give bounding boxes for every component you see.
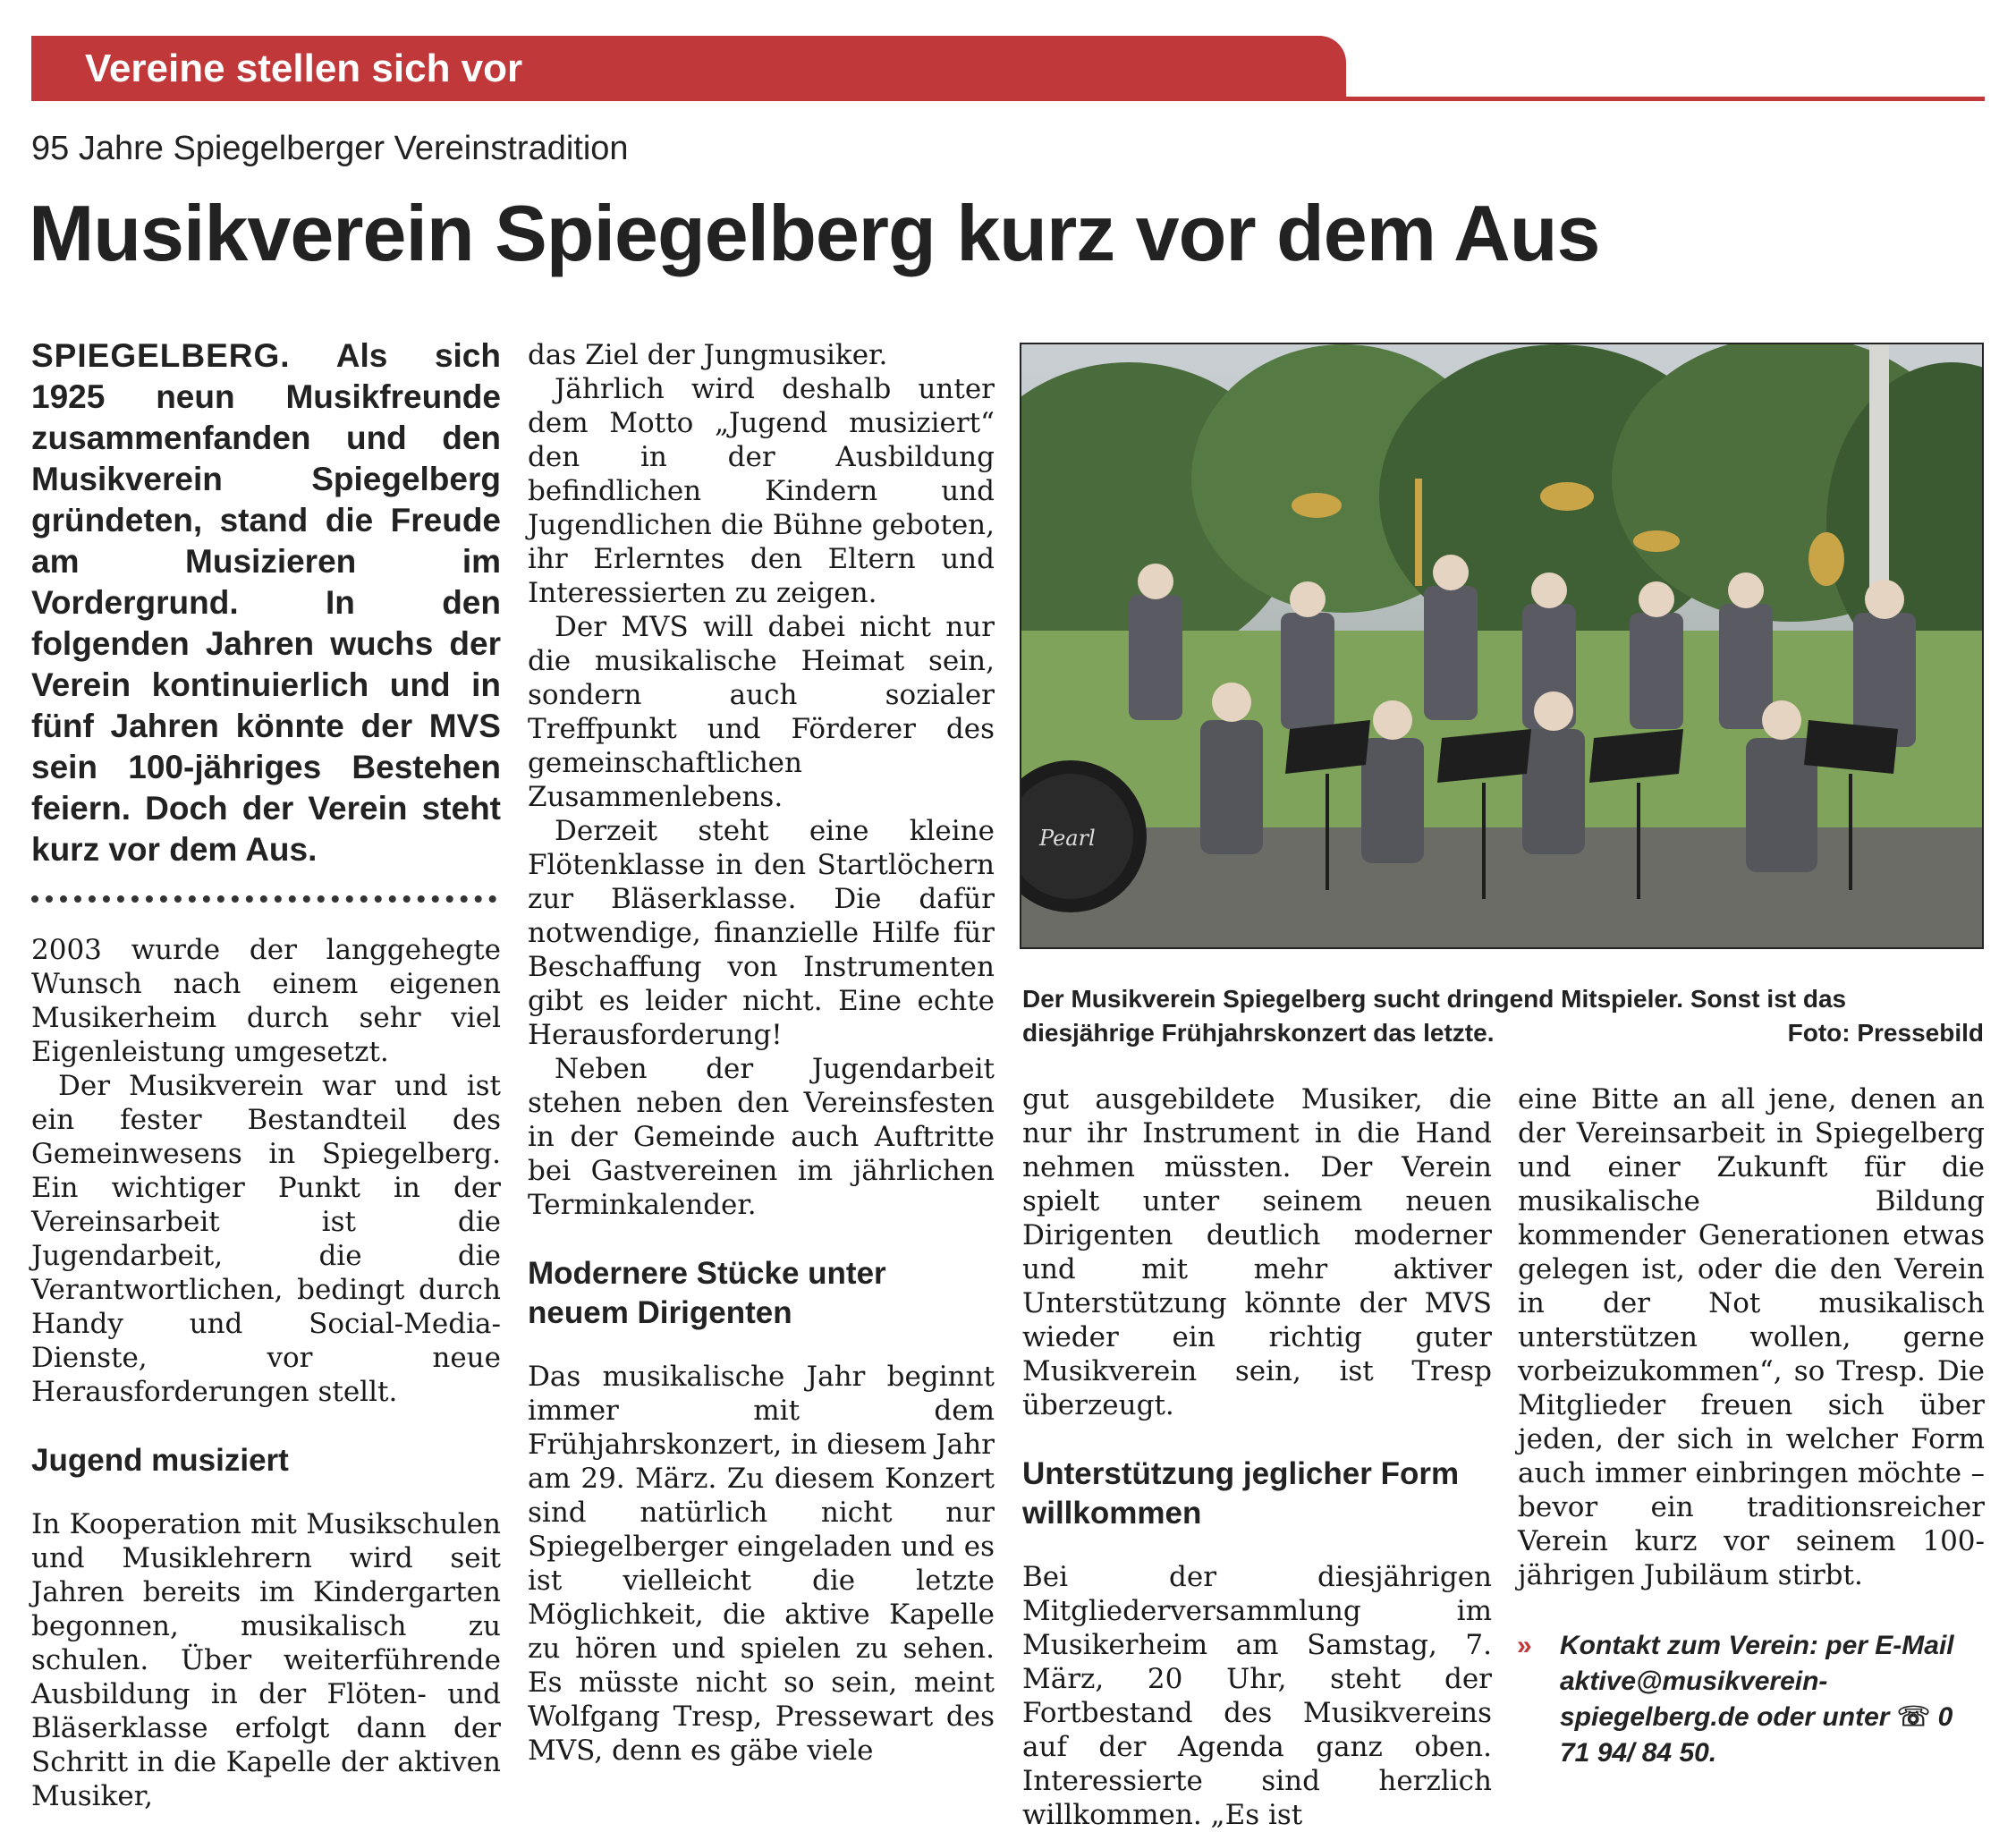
section-rule bbox=[31, 97, 1985, 101]
section-title: Vereine stellen sich vor bbox=[85, 47, 523, 90]
body-paragraph: gut ausgebildete Musiker, die nur ihr Instrument in die Hand nehmen müssten. Der Verein spielt unter seinem neuen Dirigenten deutlich moderner und mit mehr aktiver Unterstützung könnte der MVS wieder ein richtig guter Musikverein sein, ist Tresp überzeugt. bbox=[1022, 1083, 1492, 1421]
contact-box bbox=[1517, 1628, 1986, 1771]
body-paragraph: Jährlich wird deshalb unter dem Motto „Jugend musiziert“ den in der Ausbildung befindlichen Kindern und Jugendlichen die Bühne geboten, ihr Erlerntes den Eltern und Interessierten zu zeigen. bbox=[528, 373, 995, 609]
body-paragraph: 2003 wurde der langgehegte Wunsch nach einem eigenen Musikerheim durch sehr viel Eigenleistung umgesetzt. bbox=[31, 934, 501, 1068]
lead-text: Als sich 1925 neun Musikfreunde zusammenfanden und den Musikverein Spiegelberg gründeten, stand die Freude am Musizieren im Vordergrund. In den folgenden Jahren wuchs der Verein kontinuierlich und in fünf Jahren könnte der MVS sein 100-jähriges Bestehen feiern. Doch der Verein steht kurz vor dem Aus. bbox=[31, 337, 501, 868]
band-photo bbox=[1020, 343, 1984, 949]
body-paragraph: Das musikalische Jahr beginnt immer mit dem Frühjahrskonzert, in diesem Jahr am 29. März. Zu diesem Konzert sind natürlich nicht nur Spiegelberger eingeladen und es ist vielleicht die letzte Möglichkeit, die aktive Kapelle zu hören und spielen zu sehen. Es müsste nicht so sein, meint Wolfgang Tresp, Pressewart des MVS, denn es gäbe viele bbox=[528, 1361, 995, 1767]
lead-paragraph bbox=[31, 335, 501, 870]
body-paragraph: In Kooperation mit Musikschulen und Musiklehrern wird seit Jahren bereits im Kindergarten begonnen, musikalisch zu schulen. Über weiterführende Ausbildung in der Flöten- und Bläserklasse erfolgt dann der Schritt in die Kapelle der aktiven Musiker, bbox=[31, 1508, 501, 1812]
column-4 bbox=[1518, 1082, 1985, 1592]
subheading: Unterstützung jeglicher Form willkommen bbox=[1022, 1456, 1460, 1531]
column-1 bbox=[31, 335, 501, 1813]
article-headline: Musikverein Spiegelberg kurz vor dem Aus bbox=[29, 189, 1600, 277]
phone-icon: ☏ bbox=[1896, 1702, 1931, 1732]
body-paragraph: Bei der diesjährigen Mitgliederversammlung im Musikerheim am Samstag, 7. März, 20 Uhr, steht der Fortbestand des Musikvereins auf der Agenda ganz oben. Interessierte sind herzlich willkommen. „Es ist bbox=[1022, 1561, 1492, 1831]
dotted-divider bbox=[31, 895, 496, 903]
column-2 bbox=[528, 338, 995, 1768]
contact-text: oder unter bbox=[1757, 1702, 1890, 1732]
body-paragraph: das Ziel der Jungmusiker. bbox=[528, 339, 888, 371]
body-paragraph: Neben der Jugendarbeit stehen neben den Vereinsfesten in der Gemeinde auch Auftritte bei Gastvereinen im jährlichen Terminkalender. bbox=[528, 1053, 995, 1221]
photo-credit: Foto: Pressebild bbox=[1787, 1019, 1984, 1047]
band-photo-illustration bbox=[1021, 344, 1984, 949]
contact-phone: 0 71 94/ 84 50. bbox=[1560, 1702, 1953, 1768]
column-3 bbox=[1022, 1082, 1492, 1832]
body-paragraph: Der MVS will dabei nicht nur die musikalische Heimat sein, sondern auch sozialer Treffpunkt und Förderer des gemeinschaftlichen Zusammenlebens. bbox=[528, 611, 995, 813]
lead-dateline: SPIEGELBERG. bbox=[31, 337, 291, 374]
subheading: Jugend musiziert bbox=[31, 1443, 289, 1478]
drum-brand-label: Pearl bbox=[1039, 826, 1096, 851]
article-kicker: 95 Jahre Spiegelberger Vereinstradition bbox=[31, 130, 629, 167]
photo-caption-block bbox=[1022, 982, 1984, 1050]
body-paragraph: eine Bitte an all jene, denen an der Vereinsarbeit in Spiegelberg und einer Zukunft für die musikalische Bildung kommender Generationen etwas gelegen ist, oder die den Verein in der Not musikalisch unterstützen wollen, gerne vorbeizukommen“, so Tresp. Die Mitglieder freuen sich über jeden, der sich in welcher Form auch immer einbringen möchte – bevor ein traditionsreicher Verein kurz vor seinem 100-jährigen Jubiläum stirbt. bbox=[1518, 1083, 1985, 1591]
chevron-right-icon: » bbox=[1517, 1631, 1532, 1660]
body-paragraph: Der Musikverein war und ist ein fester Bestandteil des Gemeinwesens in Spiegelberg. Ein wichtiger Punkt in der Vereinsarbeit ist die Jugendarbeit, die die Verantwortlichen, bedingt durch Handy und Social-Media-Dienste, vor neue Herausforderungen stellt. bbox=[31, 1070, 501, 1408]
contact-text: Kontakt zum Verein: per E-Mail bbox=[1560, 1631, 1954, 1660]
contact-email-link[interactable]: aktive@musikverein-spiegelberg.de bbox=[1560, 1667, 1828, 1732]
body-paragraph: Derzeit steht eine kleine Flötenklasse in den Startlöchern zur Bläserklasse. Die dafür notwendige, finanzielle Hilfe für Beschaffung von Instrumenten gibt es leider nicht. Eine echte Herausforderung! bbox=[528, 815, 995, 1051]
subheading: Modernere Stücke unter neuem Dirigenten bbox=[528, 1256, 886, 1330]
photo-caption: Der Musikverein Spiegelberg sucht dringend Mitspieler. Sonst ist das diesjährige Frühjahrskonzert das letzte. bbox=[1022, 985, 1847, 1047]
section-banner bbox=[31, 36, 1346, 100]
